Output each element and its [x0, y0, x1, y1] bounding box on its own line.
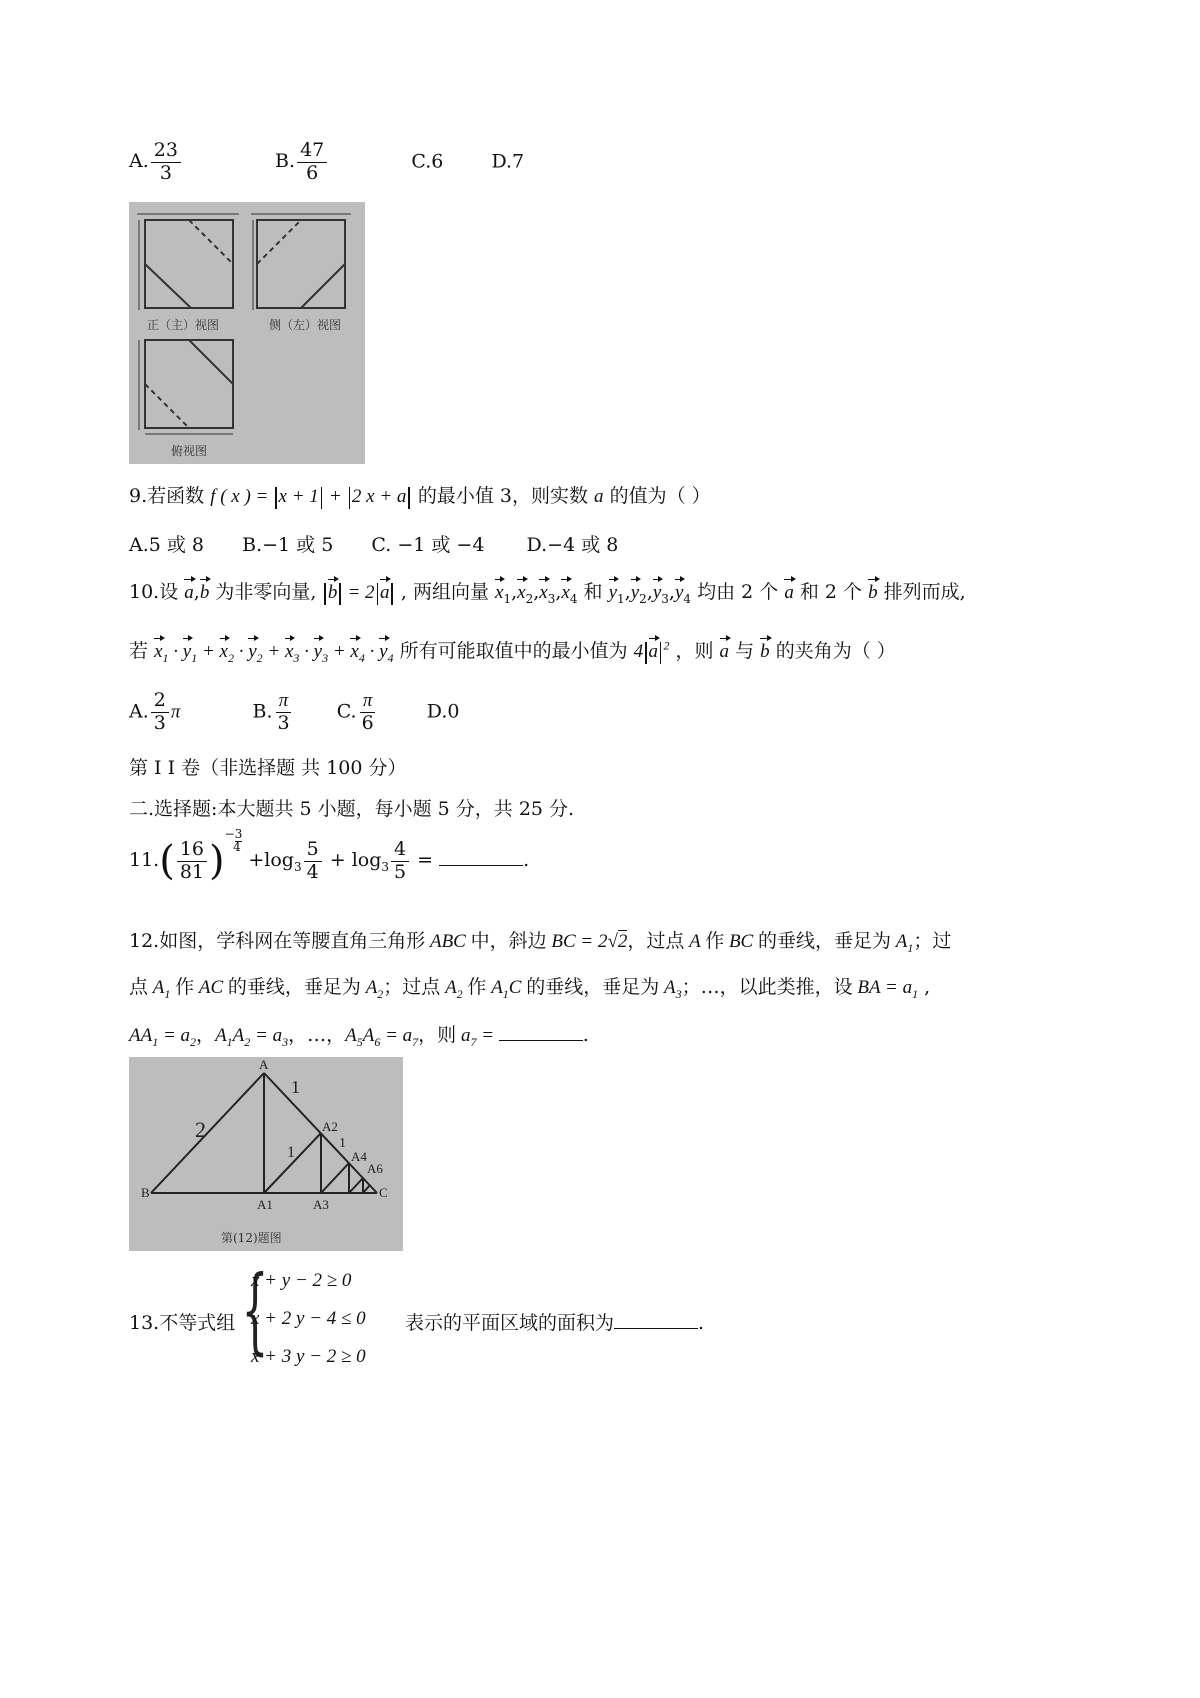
frac-num: 4 [391, 839, 409, 862]
q12-text: 作 [175, 976, 195, 998]
q10-text-4: 和 [583, 581, 603, 603]
log-base: 3 [381, 859, 390, 874]
option-a-label: A. [129, 150, 149, 173]
q8-option-b [275, 139, 335, 184]
triangle-figure [129, 1057, 403, 1251]
frac-den: 5 [394, 860, 407, 883]
triangle-caption: 第(12)题图 [221, 1231, 282, 1245]
front-view-label: 正（主）视图 [147, 318, 220, 332]
frac-num: 5 [304, 839, 322, 862]
answer-blank [614, 1312, 698, 1329]
q10-text-6: 和 2 个 [799, 581, 863, 603]
answer-blank [499, 1024, 583, 1041]
q9-suffix2: 的值为（ ） [609, 485, 711, 507]
frac-den: 81 [179, 860, 205, 883]
q10-option-c: C. [336, 700, 357, 723]
q10-options: A. $\frac{2}{3}$ π B. $\frac{\pi}{3}$ C. $\frac{\pi}{6}$ D.0 [129, 689, 460, 734]
section-2-subtitle: 二.选择题:本大题共 5 小题，每小题 5 分，共 25 分. [129, 798, 575, 820]
q11-log1: +log [248, 849, 294, 871]
option-b-fraction [297, 140, 327, 185]
q13-prefix: 13.不等式组 [129, 1312, 236, 1334]
log-base: 3 [293, 859, 302, 874]
section-2-title: 第 I I 卷（非选择题 共 100 分） [129, 757, 407, 779]
q9-option-d: D.−4 或 8 [526, 534, 619, 556]
q12-text: 的垂线，垂足为 [227, 976, 361, 998]
q13-ineq1: x + y − 2 ≥ 0 [251, 1270, 352, 1291]
option-b-label: B. [275, 150, 296, 173]
question-10-line1: 10.设 a,b 为非零向量, b = 2 a , 两组向量 $x_1,x_2,x_3,x_4$ 和 $y_1,y_2,y_3,y_4$ 均由 2 个 a 和 2 个 b 排列而成, [129, 581, 966, 606]
q10-text-5: 均由 2 个 [697, 581, 779, 603]
question-9 [129, 481, 711, 509]
frac-num: 23 [151, 140, 181, 163]
q8-option-d: D.7 [491, 150, 525, 173]
q13-suffix-wrap: 表示的平面区域的面积为 . [405, 1312, 705, 1334]
side-view-label: 侧（左）视图 [269, 318, 342, 332]
label-1c: 1 [339, 1136, 346, 1151]
top-view-label: 俯视图 [171, 444, 208, 458]
q13-suffix: 表示的平面区域的面积为 [405, 1312, 615, 1334]
q11-prefix: 11. [129, 849, 160, 871]
q12-text: ；过点 [383, 976, 441, 998]
frac-num: π [276, 690, 292, 713]
q9-options [129, 530, 618, 557]
frac-den: 3 [153, 711, 166, 734]
q10-text-12: 的夹角为（ ） [775, 640, 896, 662]
q9-option-b: B.−1 或 5 [242, 534, 334, 556]
q12-text: 作 [467, 976, 487, 998]
q13-ineq2: x + 2 y − 4 ≤ 0 [251, 1308, 366, 1329]
label-2: 2 [195, 1117, 206, 1142]
label-A2: A2 [322, 1119, 338, 1134]
q10-text-2: 为非零向量, [215, 581, 317, 603]
q10-text-3: , 两组向量 [400, 581, 489, 603]
label-A3: A3 [313, 1197, 329, 1212]
frac-den: 6 [361, 711, 374, 734]
frac-num: π [360, 690, 376, 713]
triangle-drawing [129, 1057, 403, 1251]
label-A1: A1 [257, 1197, 273, 1212]
frac-num: 47 [297, 140, 327, 163]
q10-option-b: B. [252, 700, 273, 723]
label-C: C [379, 1185, 388, 1200]
q8-option-c: C.6 [411, 150, 444, 173]
three-view-figure [129, 202, 365, 464]
q12-text: ，过点 [627, 930, 685, 952]
frac-num: 2 [151, 690, 169, 713]
q12-text: ；…，以此类推，设 [681, 976, 853, 998]
q10-text-1: 10.设 [129, 581, 179, 603]
question-12-line2: 点 $A_1$ 作 AC 的垂线，垂足为 $A_2$；过点 $A_2$ 作 $A_1C$ 的垂线，垂足为 $A_3$；…，以此类推，设 BA = $a_1$ , [129, 976, 931, 1001]
q10-text-8: 若 [129, 640, 149, 662]
q12-text: 12.如图，学科网在等腰直角三角形 [129, 930, 426, 952]
q12-text: 作 [705, 930, 725, 952]
three-view-drawing [129, 202, 365, 464]
question-12-line3: $AA_1 = a_2$，$A_1A_2 = a_3$，…，$A_5A_6 = a_7$，则 $a_7$ = . [129, 1024, 589, 1049]
frac-den: 3 [277, 711, 290, 734]
label-1b: 1 [287, 1144, 295, 1161]
q12-text: ；过 [913, 930, 952, 952]
q10-text-10: ，则 [675, 640, 714, 662]
q10-text-7: 排列而成, [883, 581, 966, 603]
q12-text: 的垂线，垂足为 [757, 930, 891, 952]
label-A4: A4 [351, 1149, 367, 1164]
q12-text: 点 [129, 976, 149, 998]
q10-text-9: 所有可能取值中的最小值为 [399, 640, 628, 662]
question-11: 11.( $\frac{16}{81}$ ) −3 4 $+\log_3$ $\frac{5}{4}$ + $\log_3$ $\frac{4}{5}$ = . [129, 827, 530, 884]
option-a-fraction [151, 140, 181, 185]
q12-text: ，则 [418, 1024, 457, 1046]
q12-text: 中，斜边 [470, 930, 547, 952]
q12-text: 的垂线，垂足为 [526, 976, 660, 998]
label-A: A [259, 1057, 269, 1072]
q8-options [129, 140, 524, 185]
exp-den: 4 [233, 840, 241, 855]
q8-option-a [129, 139, 189, 184]
q13-brace: { [241, 1256, 269, 1365]
frac-den: 6 [306, 161, 319, 184]
q10-text-11: 与 [735, 640, 755, 662]
q11-log2: + log [329, 849, 382, 871]
q9-prefix: 9.若函数 [129, 485, 205, 507]
q9-option-a: A.5 或 8 [129, 534, 205, 556]
question-12-line1: 12.如图，学科网在等腰直角三角形 ABC 中，斜边 BC = 2√2，过点 A 作 BC 的垂线，垂足为 $A_1$；过 [129, 930, 952, 955]
q9-suffix: 的最小值 3，则实数 [417, 485, 588, 507]
label-A6: A6 [367, 1161, 383, 1176]
q13-ineq3: x + 3 y − 2 ≥ 0 [251, 1346, 366, 1367]
frac-den: 4 [306, 860, 319, 883]
label-1a: 1 [291, 1077, 300, 1097]
exp-num: 3 [234, 827, 243, 841]
frac-num: 16 [177, 839, 207, 862]
q10-option-d: D.0 [426, 700, 460, 723]
frac-den: 3 [159, 161, 172, 184]
q9-function: f ( x ) = x + 1 + 2 x + a [210, 486, 412, 507]
q9-option-c: C. −1 或 −4 [371, 534, 485, 556]
q9-var-a: a [594, 486, 604, 507]
question-10-line2: 若 $x_1 \cdot y_1 + x_2 \cdot y_2 + x_3 \cdot y_3 + x_4 \cdot y_4$ 所有可能取值中的最小值为 4 a $^2$ ，则 a 与 b 的夹角为（ ） [129, 638, 896, 665]
label-B: B [141, 1185, 150, 1200]
q10-option-a: A. [129, 700, 149, 723]
answer-blank [439, 849, 523, 866]
